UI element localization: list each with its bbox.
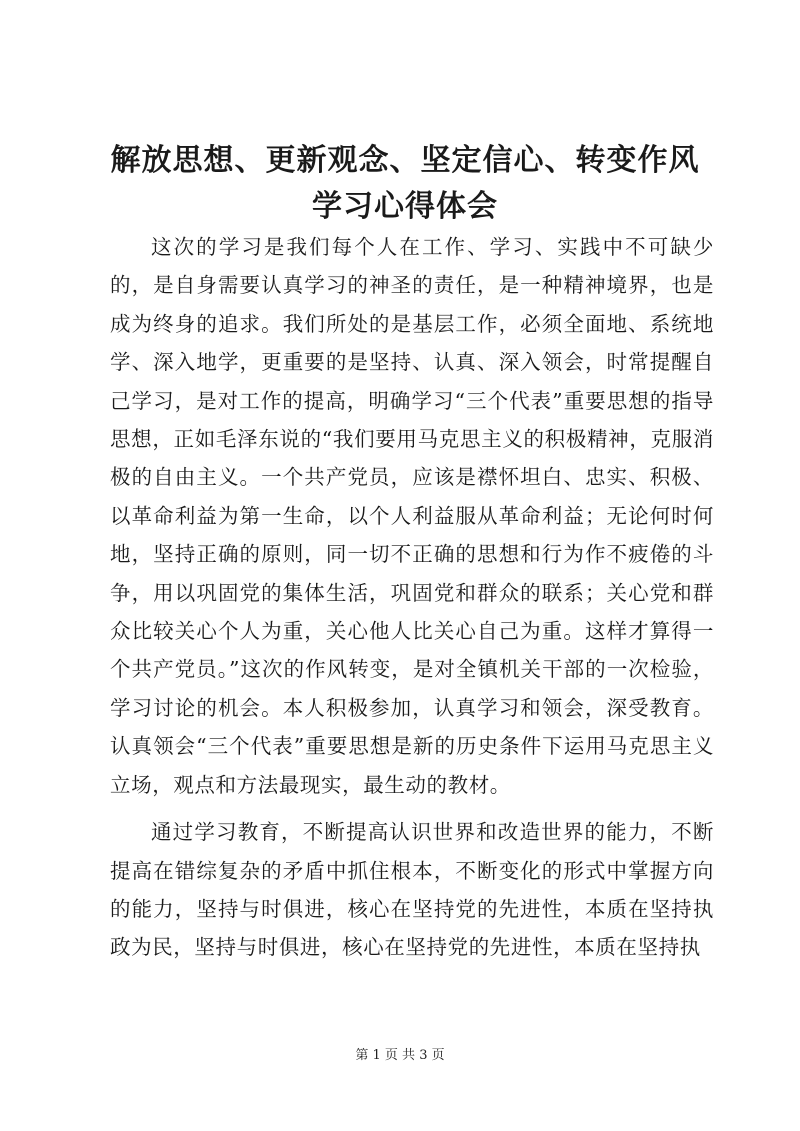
document-title: 解放思想、更新观念、坚定信心、转变作风学习心得体会 — [110, 143, 700, 224]
paragraph-1: 这次的学习是我们每个人在工作、学习、实践中不可缺少的，是自身需要认真学习的神圣的责任，是一种精神境界，也是成为终身的追求。我们所处的是基层工作，必须全面地、系统地学、深入地学，更重要的是坚持、认真、深入领会，时常提醒自己学习，是对工作的提高，明确学习“三个代表”重要思想的指导思想，正如毛泽东说的“我们要用马克思主义的积极精神，克服消极的自由主义。一个共产党员，应该是襟怀坦白、忠实、积极、以革命利益为第一生命，以个人利益服从革命利益；无论何时何地，坚持正确的原则，同一切不正确的思想和行为作不疲倦的斗争，用以巩固党的集体生活，巩固党和群众的联系；关心党和群众比较关心个人为重，关心他人比关心自己为重。这样才算得一个共产党员。”这次的作风转变，是对全镇机关干部的一次检验，学习讨论的机会。本人积极参加，认真学习和领会，深受教育。认真领会“三个代表”重要思想是新的历史条件下运用马克思主义立场，观点和方法最现实，最生动的教材。 — [110, 235, 714, 797]
paragraph-2: 通过学习教育，不断提高认识世界和改造世界的能力，不断提高在错综复杂的矛盾中抓住根本，不断变化的形式中掌握方向的能力，坚持与时俱进，核心在坚持党的先进性，本质在坚持执政为民，坚持与时俱进，核心在坚持党的先进性，本质在坚持执 — [110, 820, 714, 960]
document-body — [110, 228, 714, 967]
page-footer: 第 1 页 共 3 页 — [355, 1048, 445, 1063]
